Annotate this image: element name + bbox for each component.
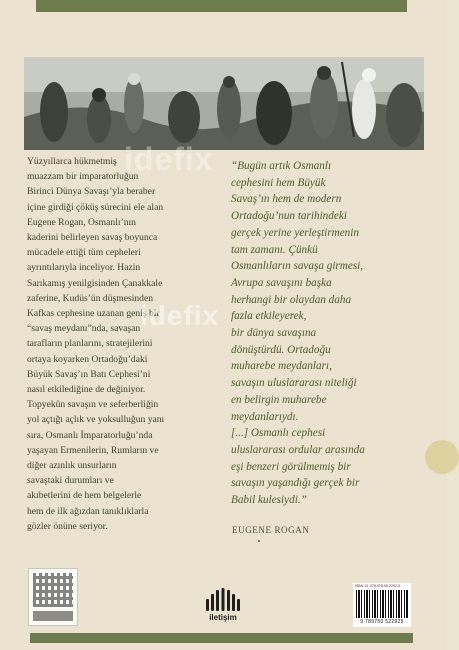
description-line: tarafların planlarını, stratejilerini xyxy=(27,338,153,350)
description-line: “savaş meydanı”nda, savaşan xyxy=(27,323,141,335)
watermark: idefix xyxy=(124,141,214,177)
description-line: Sarıkamış yenilgisinden Çanakkale xyxy=(27,277,163,289)
soldiers-illustration xyxy=(24,57,424,150)
publisher-logo xyxy=(200,585,246,627)
quote-line: savaşın uluslararası niteliği xyxy=(231,377,357,390)
description-line: zaferine, Kudüs’ün düşmesinden xyxy=(27,292,154,304)
quote-line: “Bugün artık Osmanlı xyxy=(231,160,332,172)
quote-line: muharebe meydanları, xyxy=(231,360,332,373)
quote-line: [...] Osmanlı cephesi xyxy=(231,427,326,440)
description-line: Birinci Dünya Savaşı’yla beraber xyxy=(27,186,156,198)
description-line: ayrıntılarıyla inceliyor. Hazin xyxy=(27,262,141,274)
top-green-bar xyxy=(36,0,407,12)
description-text xyxy=(27,154,220,534)
description-line: hem de ilk ağızdan tanıklıklarla xyxy=(27,505,149,517)
description-line: kaderini belirleyen savaş boyunca xyxy=(27,232,158,244)
description-line: savaştaki durumları ve xyxy=(27,475,114,487)
author-quote xyxy=(231,158,426,509)
description-line: Büyük Savaş’ın Batı Cephesi’ni xyxy=(27,368,151,380)
description-line: Eugene Rogan, Osmanlı’nın xyxy=(27,216,136,228)
description-line: akıbetlerini de hem belgelerle xyxy=(27,490,142,502)
quote-line: meydanlarıydı. xyxy=(231,410,299,423)
description-line: sıra, Osmanlı İmparatorluğu’nda xyxy=(27,429,153,441)
sun-rays-icon xyxy=(200,585,246,613)
description-line: yol açtığı açlık ve yoksulluğun yanı xyxy=(27,414,165,426)
description-line: içine girdiği çöküş sürecini ele alan xyxy=(27,201,164,213)
barcode xyxy=(353,583,411,627)
description-line: Kafkas cephesine uzanan geniş bir xyxy=(27,308,160,320)
quote-line: Babil kulesiydi.” xyxy=(231,494,307,507)
quote-line: Savaş’ın hem de modern xyxy=(231,193,342,206)
quote-author: EUGENE ROGAN xyxy=(232,525,310,535)
small-dot xyxy=(258,540,260,542)
barcode-bars xyxy=(356,590,408,618)
qr-code xyxy=(28,568,78,626)
quote-line: fazla etkileyerek, xyxy=(231,310,307,323)
quote-line: tam zamanı. Çünkü xyxy=(231,243,318,256)
quote-line: dönüştürdü. Ortadoğu xyxy=(231,343,331,356)
description-line: muazzam bir imparatorluğun xyxy=(27,171,139,183)
quote-line: herhangi bir olaydan daha xyxy=(231,293,352,306)
quote-line: uluslararası ordular arasında xyxy=(231,443,365,456)
description-line: Topyekûn savaşın ve seferberliğin xyxy=(27,399,159,411)
watermark-center: idefix xyxy=(140,300,220,331)
quote-line: cephesini hem Büyük xyxy=(231,176,326,189)
quote-line: bir dünya savaşına xyxy=(231,327,317,340)
quote-line: savaşın yaşandığı gerçek bir xyxy=(231,477,360,490)
quote-line: eşi benzeri görülmemiş bir xyxy=(231,460,351,473)
qr-pattern xyxy=(33,573,73,607)
quote-line: Avrupa savaşını başka xyxy=(231,276,332,289)
price-sticker xyxy=(425,440,459,474)
description-line: nasıl etkilediğine de değiniyor. xyxy=(27,384,146,396)
publisher-name: iletişim xyxy=(209,613,237,622)
qr-label-strip xyxy=(33,611,73,621)
description-line: Yüzyıllarca hükmetmiş xyxy=(27,156,117,167)
description-line: ortaya koyarken Ortadoğu’daki xyxy=(27,353,148,365)
isbn-text: ISBN 13: 978-975-05-2292-5 xyxy=(355,584,400,588)
quote-line: Osmanlıların savaşa girmesi, xyxy=(231,260,364,273)
quote-line: Ortadoğu’nun tarihindeki xyxy=(231,210,347,223)
barcode-number: 9 789750 522925 xyxy=(360,619,404,625)
bottom-green-bar xyxy=(30,633,413,643)
quote-line: gerçek yerine yerleştirmenin xyxy=(231,226,359,239)
description-line: mücadele ettiği tüm cepheleri xyxy=(27,247,141,259)
description-line: diğer azınlık unsurların xyxy=(27,460,117,472)
quote-line: en belirgin muharebe xyxy=(231,393,327,406)
description-line: gözler önüne seriyor. xyxy=(27,520,108,532)
description-line: yaşayan Ermenilerin, Rumların ve xyxy=(27,444,159,456)
